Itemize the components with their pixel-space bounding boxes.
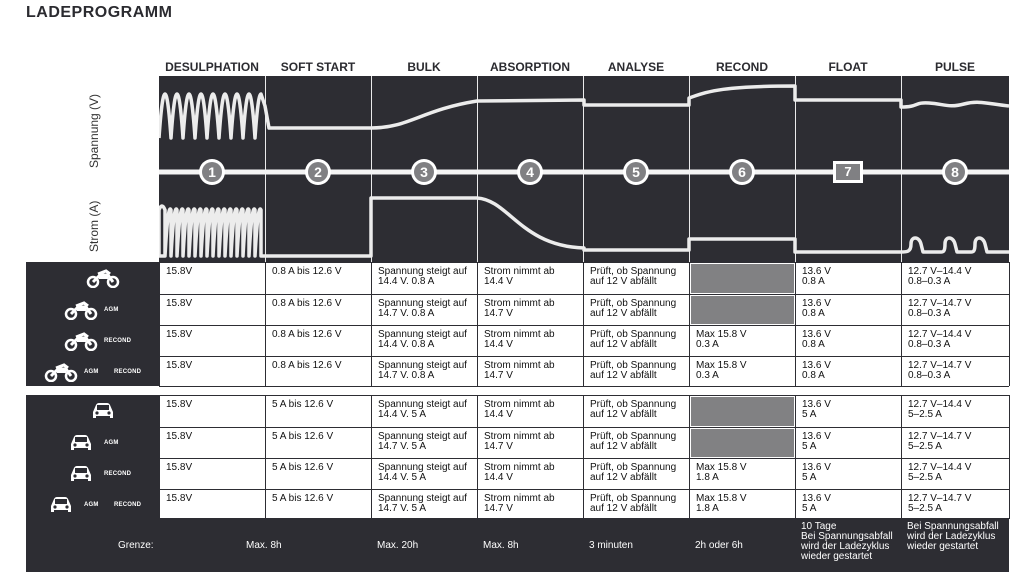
page-title: LADEPROGRAMM — [26, 4, 173, 21]
table-vline — [689, 262, 690, 386]
table-cell: 15.8V — [166, 493, 193, 504]
table-cell: 15.8V — [166, 329, 193, 340]
table-cell: 12.7 V–14.7 V 0.8–0.3 A — [908, 298, 972, 319]
phase-header-4: ABSORPTION — [489, 60, 570, 74]
step-number: 5 — [626, 162, 646, 182]
car-icon — [36, 433, 146, 453]
table-cell: Prüft, ob Spannung auf 12 V abfällt — [590, 493, 677, 514]
table-hline — [159, 356, 1009, 357]
phase-header-1: DESULPHATION — [165, 60, 259, 74]
table-cell: Max 15.8 V 1.8 A — [696, 493, 747, 514]
footer-limit-7: 10 Tage Bei Spannungsabfall wird der Ladezyklus wieder gestartet — [801, 521, 893, 562]
table-cell: Max 15.8 V 0.3 A — [696, 329, 747, 350]
table-cell: Prüft, ob Spannung auf 12 V abfällt — [590, 399, 677, 420]
table-hline — [159, 386, 1009, 387]
table-cell: Spannung steigt auf 14.7 V. 0.8 A — [378, 360, 467, 381]
table-cell: 15.8V — [166, 431, 193, 442]
empty-cell — [691, 397, 794, 426]
table-cell: Strom nimmt ab 14.4 V — [484, 266, 555, 287]
step-marker-3 — [411, 159, 437, 185]
row-tag-agm: AGM — [104, 307, 119, 313]
footer-limit-6: 2h oder 6h — [695, 540, 743, 551]
footer-limit-4: Max. 8h — [483, 540, 519, 551]
table-cell: 5 A bis 12.6 V — [272, 493, 334, 504]
table-vline — [583, 395, 584, 519]
table-cell: 13.6 V 5 A — [802, 431, 831, 452]
table-cell: 13.6 V 0.8 A — [802, 266, 831, 287]
car-icon — [36, 401, 146, 421]
motorcycle-icon — [36, 268, 146, 288]
phase-header-6: RECOND — [715, 60, 768, 74]
table-cell: Spannung steigt auf 14.4 V. 5 A — [378, 399, 467, 420]
table-cell: 0.8 A bis 12.6 V — [272, 329, 342, 340]
row-tag-agm: AGM — [104, 440, 119, 446]
row-tag-recond: RECOND — [104, 338, 132, 344]
motorcycle-icon — [36, 362, 146, 382]
table-cell: Prüft, ob Spannung auf 12 V abfällt — [590, 298, 677, 319]
table-cell: 12.7 V–14.4 V 0.8–0.3 A — [908, 329, 972, 350]
car-icon-svg — [90, 402, 116, 420]
table-cell: Prüft, ob Spannung auf 12 V abfällt — [590, 462, 677, 483]
step-number: 2 — [308, 162, 328, 182]
table-vline — [265, 262, 266, 386]
step-marker-1 — [199, 159, 225, 185]
row-tag-recond: RECOND — [104, 471, 132, 477]
table-hline — [159, 395, 1009, 396]
car-icon-svg — [68, 434, 94, 452]
motorcycle-icon-svg — [64, 300, 98, 320]
table-cell: 5 A bis 12.6 V — [272, 462, 334, 473]
car-icon — [36, 464, 146, 484]
row-tag-recond: RECOND — [114, 502, 142, 508]
table-vline — [901, 262, 902, 386]
table-cell: 12.7 V–14.7 V 5–2.5 A — [908, 493, 972, 514]
table-cell: Strom nimmt ab 14.7 V — [484, 493, 555, 514]
table-vline — [795, 262, 796, 386]
empty-cell — [691, 264, 794, 293]
table-cell: Spannung steigt auf 14.4 V. 5 A — [378, 462, 467, 483]
table-cell: Strom nimmt ab 14.4 V — [484, 329, 555, 350]
row-tag-agm: AGM — [84, 502, 99, 508]
step-number: 1 — [202, 162, 222, 182]
motorcycle-icon-svg — [86, 268, 120, 288]
table-cell: 5 A bis 12.6 V — [272, 399, 334, 410]
table-vline — [477, 395, 478, 519]
step-marker-5 — [623, 159, 649, 185]
table-cell: Max 15.8 V 0.3 A — [696, 360, 747, 381]
table-hline — [159, 325, 1009, 326]
table-cell: 13.6 V 0.8 A — [802, 360, 831, 381]
table-vline — [371, 395, 372, 519]
empty-cell — [691, 429, 794, 457]
car-icon — [36, 495, 146, 515]
motorcycle-icon — [36, 331, 146, 351]
table-cell: Max 15.8 V 1.8 A — [696, 462, 747, 483]
table-cell: 15.8V — [166, 399, 193, 410]
table-cell: 0.8 A bis 12.6 V — [272, 266, 342, 277]
step-number: 6 — [732, 162, 752, 182]
phase-header-7: FLOAT — [828, 60, 868, 74]
car-icon-svg — [48, 496, 74, 514]
table-cell: 13.6 V 0.8 A — [802, 298, 831, 319]
table-cell: Spannung steigt auf 14.7 V. 5 A — [378, 431, 467, 452]
step-number: 8 — [945, 162, 965, 182]
step-number: 4 — [520, 162, 540, 182]
table-vline — [689, 395, 690, 519]
charging-curve-graph — [159, 76, 1009, 262]
table-cell: 15.8V — [166, 462, 193, 473]
table-cell: Strom nimmt ab 14.7 V — [484, 360, 555, 381]
table-cell: 0.8 A bis 12.6 V — [272, 360, 342, 371]
table-cell: Spannung steigt auf 14.4 V. 0.8 A — [378, 329, 467, 350]
table-cell: Prüft, ob Spannung auf 12 V abfällt — [590, 329, 677, 350]
row-tag-recond: RECOND — [114, 369, 142, 375]
table-cell: Spannung steigt auf 14.7 V. 0.8 A — [378, 298, 467, 319]
footer-limit-5: 3 minuten — [589, 540, 633, 551]
table-hline — [159, 489, 1009, 490]
table-cell: 15.8V — [166, 298, 193, 309]
table-vline — [159, 395, 160, 519]
table-cell: 15.8V — [166, 360, 193, 371]
table-cell: Strom nimmt ab 14.4 V — [484, 462, 555, 483]
table-hline — [159, 262, 1009, 263]
motorcycle-icon-svg — [44, 362, 78, 382]
phase-header-3: BULK — [407, 60, 441, 74]
table-hline — [159, 427, 1009, 428]
motorcycle-icon-svg — [64, 331, 98, 351]
table-vline — [1009, 262, 1010, 386]
row-tag-agm: AGM — [84, 369, 99, 375]
footer-limit-2: Max. 8h — [246, 540, 282, 551]
table-cell: Spannung steigt auf 14.4 V. 0.8 A — [378, 266, 467, 287]
table-cell: 12.7 V–14.7 V 0.8–0.3 A — [908, 360, 972, 381]
table-cell: Spannung steigt auf 14.7 V. 5 A — [378, 493, 467, 514]
table-cell: 13.6 V 5 A — [802, 462, 831, 483]
table-cell: 5 A bis 12.6 V — [272, 431, 334, 442]
step-number: 3 — [414, 162, 434, 182]
phase-header-2: SOFT START — [280, 60, 356, 74]
table-cell: 12.7 V–14.4 V 0.8–0.3 A — [908, 266, 972, 287]
table-cell: 12.7 V–14.7 V 5–2.5 A — [908, 431, 972, 452]
table-vline — [901, 395, 902, 519]
table-vline — [1009, 395, 1010, 519]
phase-header-8: PULSE — [934, 60, 975, 74]
step-marker-6 — [729, 159, 755, 185]
motorcycle-icon — [36, 300, 146, 320]
table-cell: Strom nimmt ab 14.4 V — [484, 399, 555, 420]
table-cell: 12.7 V–14.4 V 5–2.5 A — [908, 399, 972, 420]
charging-curve-svg — [159, 76, 1009, 262]
footer-label: Grenze: — [118, 540, 154, 551]
phase-header-5: ANALYSE — [607, 60, 665, 74]
table-cell: Strom nimmt ab 14.7 V — [484, 431, 555, 452]
step-marker-8 — [942, 159, 968, 185]
step-marker-2 — [305, 159, 331, 185]
table-vline — [265, 395, 266, 519]
car-icon-svg — [68, 465, 94, 483]
table-vline — [795, 395, 796, 519]
table-vline — [159, 262, 160, 386]
footer-limit-3: Max. 20h — [377, 540, 419, 551]
table-vline — [583, 262, 584, 386]
table-hline — [159, 294, 1009, 295]
table-cell: 13.6 V 0.8 A — [802, 329, 831, 350]
step-marker-battery-icon — [833, 161, 863, 183]
table-cell: 13.6 V 5 A — [802, 399, 831, 420]
table-hline — [159, 458, 1009, 459]
voltage-axis-label: Spannung (V) — [87, 93, 101, 168]
table-vline — [371, 262, 372, 386]
table-cell: 12.7 V–14.4 V 5–2.5 A — [908, 462, 972, 483]
table-vline — [477, 262, 478, 386]
table-cell: Strom nimmt ab 14.7 V — [484, 298, 555, 319]
step-number: 7 — [836, 164, 860, 180]
table-cell: 15.8V — [166, 266, 193, 277]
current-axis-label: Strom (A) — [87, 200, 101, 252]
footer-limit-8: Bei Spannungsabfall wird der Ladezyklus wieder gestartet — [907, 521, 999, 552]
table-cell: Prüft, ob Spannung auf 12 V abfällt — [590, 266, 677, 287]
table-cell: 13.6 V 5 A — [802, 493, 831, 514]
table-cell: Prüft, ob Spannung auf 12 V abfällt — [590, 360, 677, 381]
empty-cell — [691, 296, 794, 324]
table-cell: 0.8 A bis 12.6 V — [272, 298, 342, 309]
table-cell: Prüft, ob Spannung auf 12 V abfällt — [590, 431, 677, 452]
step-marker-4 — [517, 159, 543, 185]
